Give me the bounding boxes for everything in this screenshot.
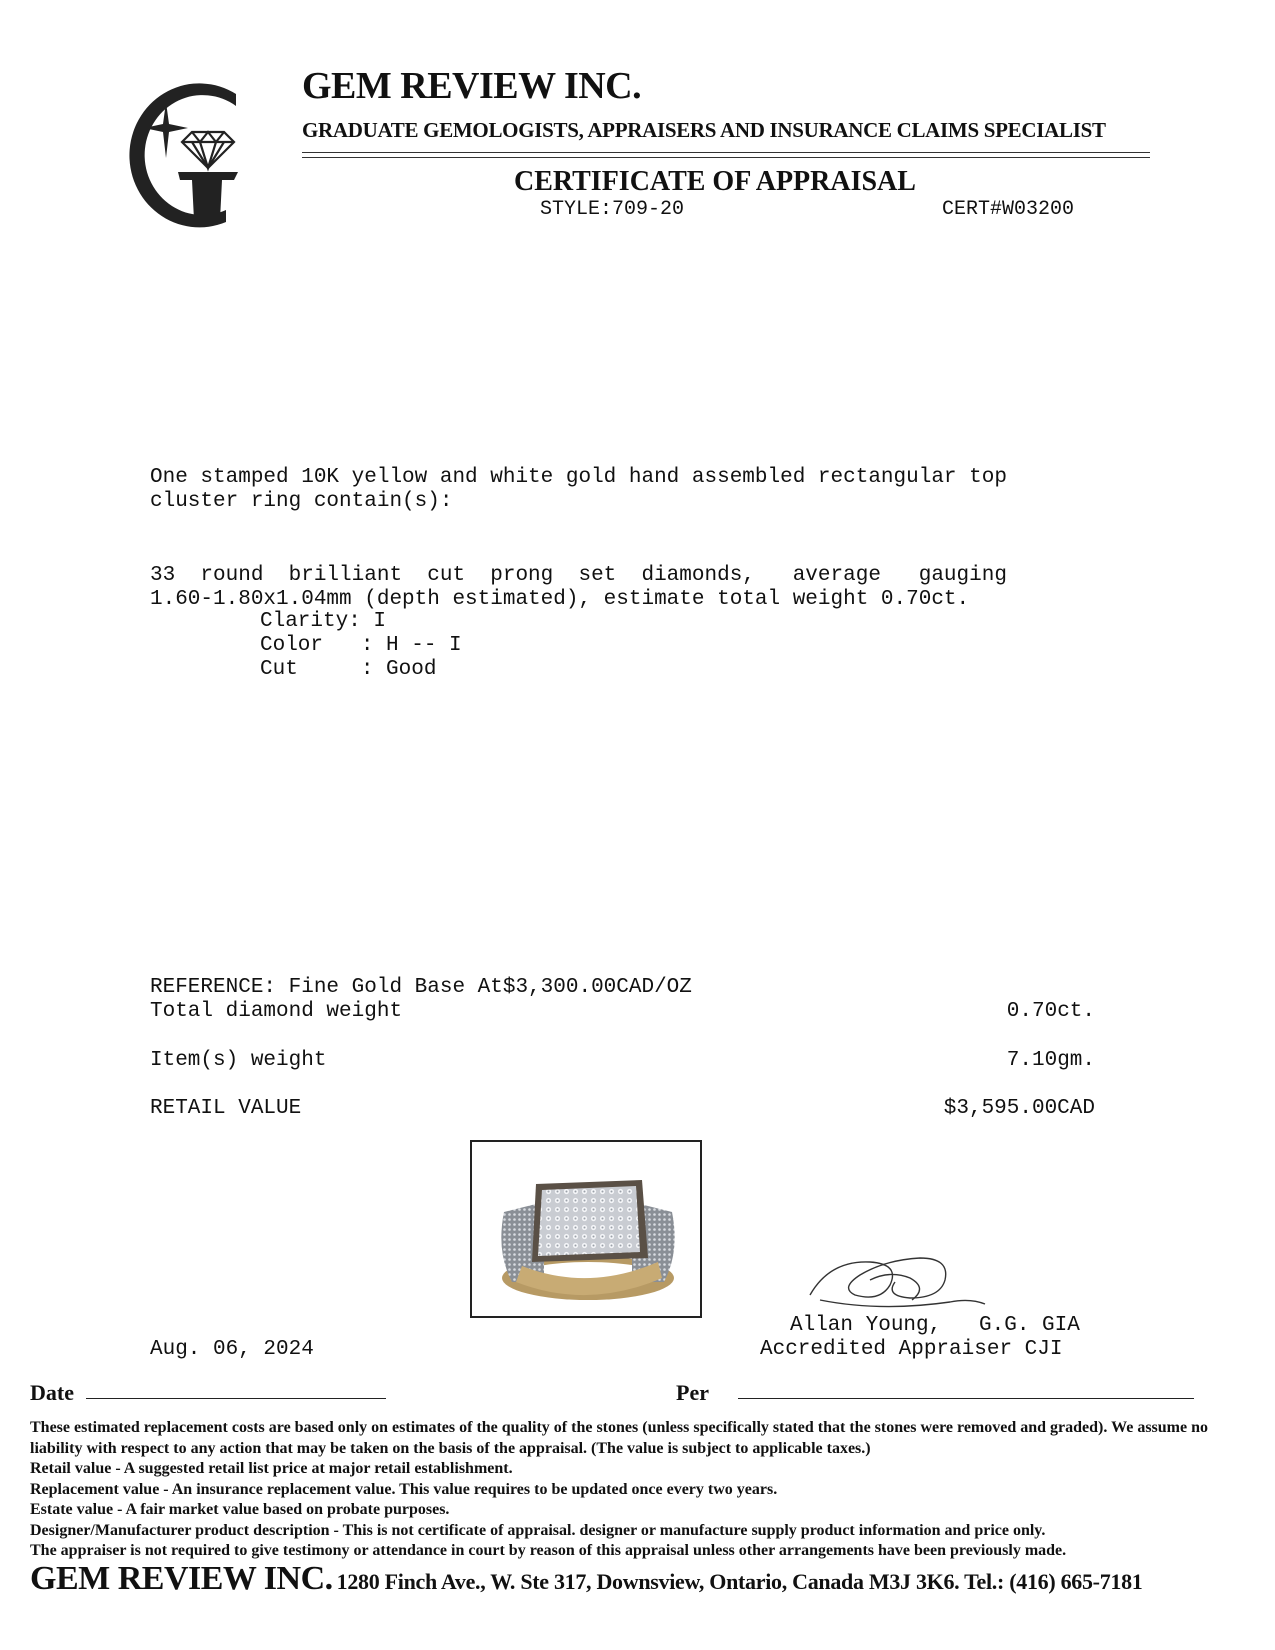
disclaimer-paragraph: Designer/Manufacturer product description - This is not certificate of appraisal. designer or manufacture supply product information and price only. [30,1521,1046,1539]
date-field-line [86,1398,386,1399]
clarity-grade: Clarity: I [260,610,387,633]
footer-company-name: GEM REVIEW INC. [30,1560,333,1597]
disclaimer-paragraph: Replacement value - An insurance replacement value. This value requires to be updated once every two years. [30,1480,778,1498]
total-diamond-weight-value: 0.70ct. [1006,1000,1095,1023]
disclaimer-paragraph: Estate value - A fair market value based on probate purposes. [30,1501,450,1518]
certificate-title: CERTIFICATE OF APPRAISAL [514,166,916,197]
cut-grade: Cut : Good [260,658,437,681]
disclaimer-paragraph: These estimated replacement costs are based only on estimates of the quality of the stones (unless specifically stated that the stones were removed and graded). We assume no liability with respect to any action that may be taken on the basis of the appraisal. (The value is subject to applicable taxes.) [30,1419,1208,1457]
stone-line: 1.60-1.80x1.04mm (depth estimated), estimate total weight 0.70ct. [150,588,970,611]
date-field-label: Date [30,1380,74,1405]
footer-address: 1280 Finch Ave., W. Ste 317, Downsview, Ontario, Canada M3J 3K6. Tel.: (416) 665-7181 [336,1569,1143,1594]
appraisal-date: Aug. 06, 2024 [150,1338,314,1361]
item-description [150,466,1007,514]
footer [30,1560,1143,1598]
total-diamond-weight-label: Total diamond weight [150,1000,403,1023]
color-grade: Color : H -- I [260,634,462,657]
disclaimer [30,1418,1255,1562]
appraiser-title: Accredited Appraiser CJI [760,1338,1063,1361]
ring-illustration [472,1142,700,1316]
disclaimer-paragraph: The appraiser is not required to give testimony or attendance in court by reason of this appraisal unless other arrangements have been previously made. [30,1542,1067,1559]
header-divider [302,157,1150,158]
signature-scribble [800,1240,1000,1320]
ring-photo [470,1140,702,1318]
appraiser-name: Allan Young, G.G. GIA [790,1314,1080,1337]
header-divider [302,152,1150,153]
per-field-label: Per [676,1380,709,1405]
company-tagline: GRADUATE GEMOLOGISTS, APPRAISERS AND INSURANCE CLAIMS SPECIALIST [302,118,1106,142]
certificate-number: CERT#W03200 [942,198,1075,221]
item-weight-label: Item(s) weight [150,1049,327,1072]
description-line: cluster ring contain(s): [150,490,453,513]
gem-review-logo-icon [108,72,258,232]
stone-line: 33 round brilliant cut prong set diamonds, average gauging [150,564,1007,587]
per-field-line [738,1398,1194,1399]
description-line: One stamped 10K yellow and white gold hand assembled rectangular top [150,466,1007,489]
style-number: STYLE:709-20 [540,198,685,221]
gold-reference: REFERENCE: Fine Gold Base At$3,300.00CAD/OZ [150,976,692,999]
stone-description [150,564,1007,612]
item-weight-value: 7.10gm. [1006,1049,1095,1072]
retail-value-amount: $3,595.00CAD [943,1097,1095,1120]
retail-value-label: RETAIL VALUE [150,1097,302,1120]
disclaimer-paragraph: Retail value - A suggested retail list price at major retail establishment. [30,1460,513,1477]
company-name: GEM REVIEW INC. [302,65,642,107]
